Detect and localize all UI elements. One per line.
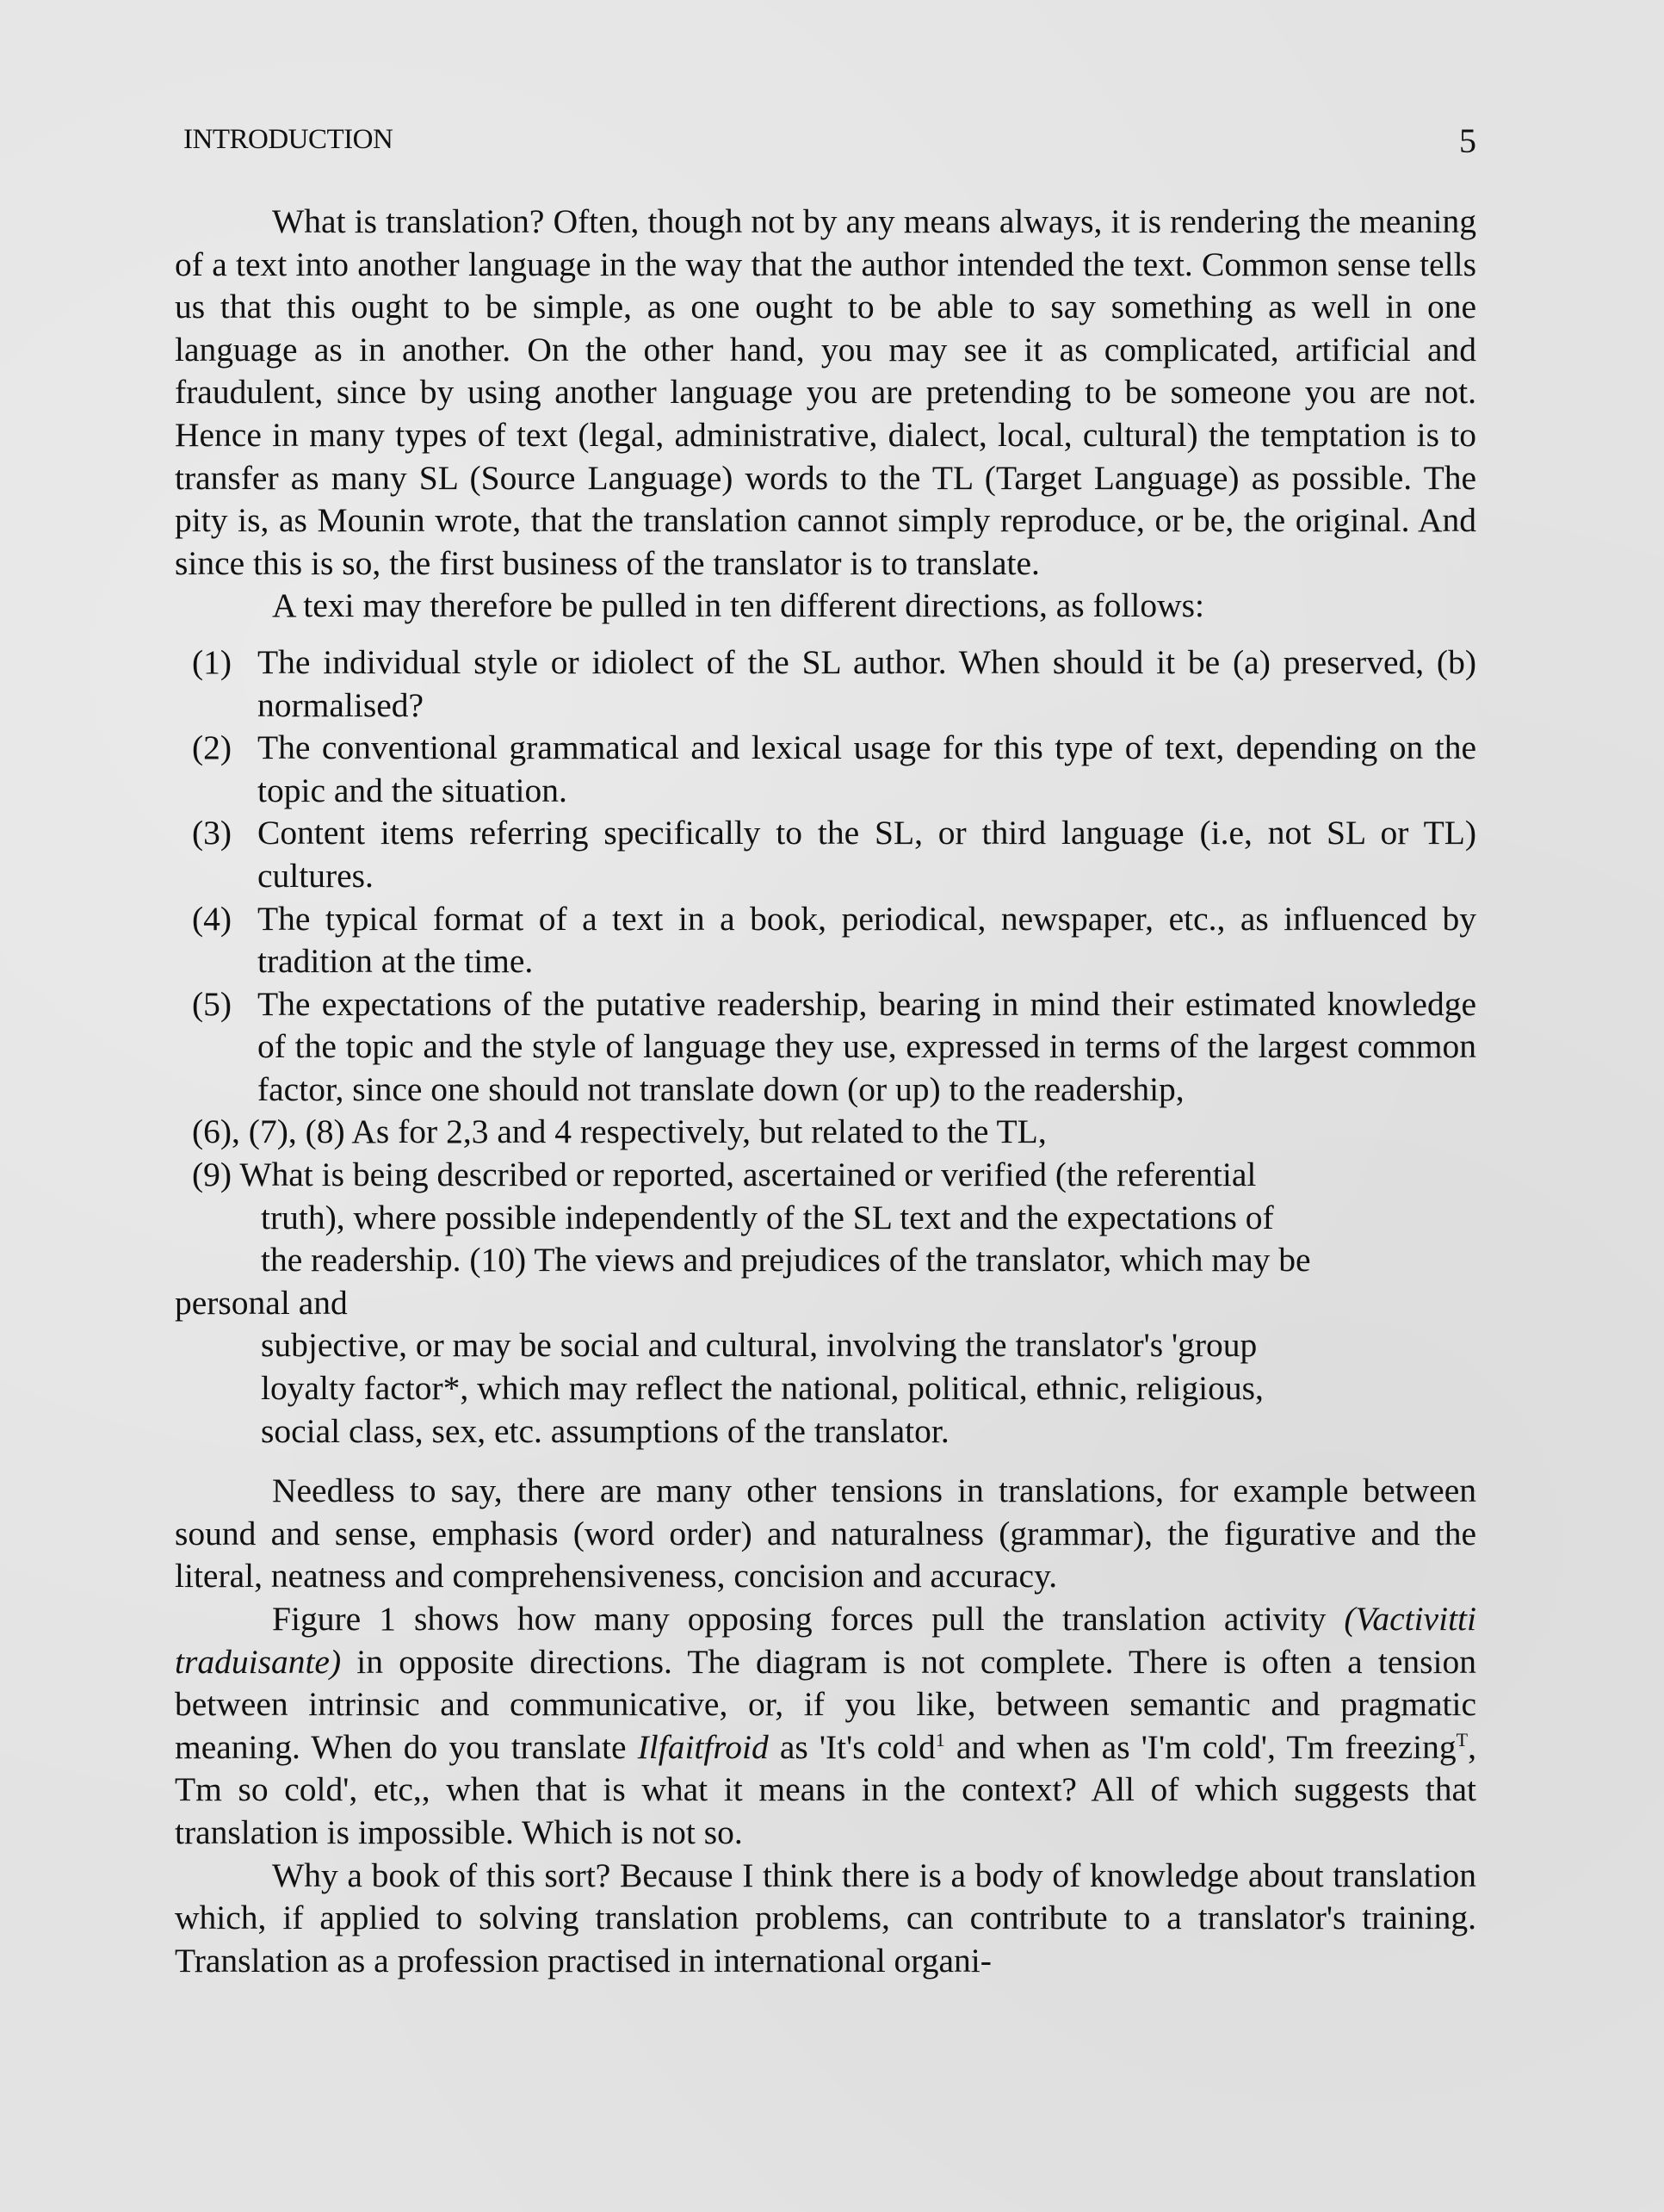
paragraph-text: as 'It's cold: [768, 1727, 936, 1766]
running-head: INTRODUCTION: [183, 124, 393, 155]
footnote-mark: T: [1456, 1728, 1469, 1750]
paragraph-figure-1: [175, 1598, 1476, 1855]
list-item-number: (2): [192, 728, 232, 767]
paragraph-text: in opposite directions. The diagram is not complete. There is often a tension between intrinsic and communicative, or, if you like, between semantic and pragmatic meaning. When do you translate: [175, 1642, 1476, 1766]
list-item-number: (4): [192, 899, 232, 938]
list-item-text: The individual style or idiolect of the SL author. When should it be (a) preserved, (b) normalised?: [257, 642, 1476, 724]
page-number: 5: [1459, 121, 1476, 160]
list-item: [175, 983, 1476, 1112]
body-text: [175, 201, 1476, 1982]
paragraph-ten-directions: A texi may therefore be pulled in ten different directions, as follows:: [272, 586, 1205, 625]
list-item: [175, 812, 1476, 897]
list-item: [175, 641, 1476, 727]
list-item-number: (5): [192, 984, 232, 1023]
list-line-9: (9) What is being described or reported, ascertained or verified (the referential: [192, 1156, 1257, 1194]
list-item-text: Content items referring specifically to the SL, or third language (i.e, not SL or TL) cultures.: [257, 814, 1476, 895]
paragraph-why-this-book: Why a book of this sort? Because I think there is a body of knowledge about translation which, if applied to solving translation problems, can contribute to a translator's training. Translation as a profession practised in international organi-: [175, 1856, 1476, 1980]
page-header: [183, 121, 1476, 164]
list-item-text: The expectations of the putative readership, bearing in mind their estimated knowledge of the topic and the style of language they use, expressed in terms of the largest common factor, since one should not translate down (or up) to the readership,: [257, 984, 1476, 1108]
directions-list: [175, 641, 1476, 1453]
list-line-10-continued: loyalty factor*, which may reflect the national, political, ethnic, religious,: [261, 1369, 1264, 1408]
list-line-6-7-8: (6), (7), (8) As for 2,3 and 4 respectively, but related to the TL,: [192, 1112, 1047, 1151]
list-item-text: The conventional grammatical and lexical usage for this type of text, depending on the topic and the situation.: [257, 728, 1476, 809]
list-item: [175, 898, 1476, 983]
list-line-10-continued: personal and: [175, 1283, 348, 1322]
list-line-10: the readership. (10) The views and prejudices of the translator, which may be: [261, 1241, 1311, 1279]
paragraph-tensions: Needless to say, there are many other tensions in translations, for example between sound and sense, emphasis (word order) and naturalness (grammar), the figurative and the literal, neatness and comprehensiveness, concision and accuracy.: [175, 1472, 1476, 1595]
list-item: [175, 727, 1476, 812]
list-line-10-continued: subjective, or may be social and cultural, involving the translator's 'group: [261, 1326, 1258, 1365]
list-line-9-continued: truth), where possible independently of the SL text and the expectations of: [261, 1198, 1274, 1236]
italic-term: (Vactivitti traduisante): [175, 1600, 1476, 1681]
paragraph-text: Figure 1 shows how many opposing forces pull the translation activity: [272, 1600, 1345, 1638]
paragraph-text: , Tm so cold', etc,, when that is what it means in the context? All of which suggests that translation is impossible. Which is not so.: [175, 1727, 1476, 1851]
list-item-number: (3): [192, 814, 232, 852]
list-item-text: The typical format of a text in a book, periodical, newspaper, etc., as influenced by tradition at the time.: [257, 899, 1476, 981]
italic-term: Ilfaitfroid: [637, 1727, 769, 1766]
paragraph-what-is-translation: What is translation? Often, though not by any means always, it is rendering the meaning of a text into another language in the way that the author intended the text. Common sense tells us that this ought to be simple, as one ought to be able to say something as well in one language as in another. On the other hand, you may see it as complicated, artificial and fraudulent, since by using another language you are pretending to be someone you are not. Hence in many types of text (legal, administrative, dialect, local, cultural) the temptation is to transfer as many SL (Source Language) words to the TL (Target Language) as possible. The pity is, as Mounin wrote, that the translation cannot simply reproduce, or be, the original. And since this is so, the first business of the translator is to translate.: [175, 202, 1476, 582]
list-item-number: (1): [192, 642, 232, 681]
footnote-mark: 1: [935, 1728, 945, 1750]
paragraph-text: and when as 'I'm cold', Tm freezing: [944, 1727, 1457, 1766]
list-line-10-continued: social class, sex, etc. assumptions of the translator.: [261, 1411, 950, 1450]
